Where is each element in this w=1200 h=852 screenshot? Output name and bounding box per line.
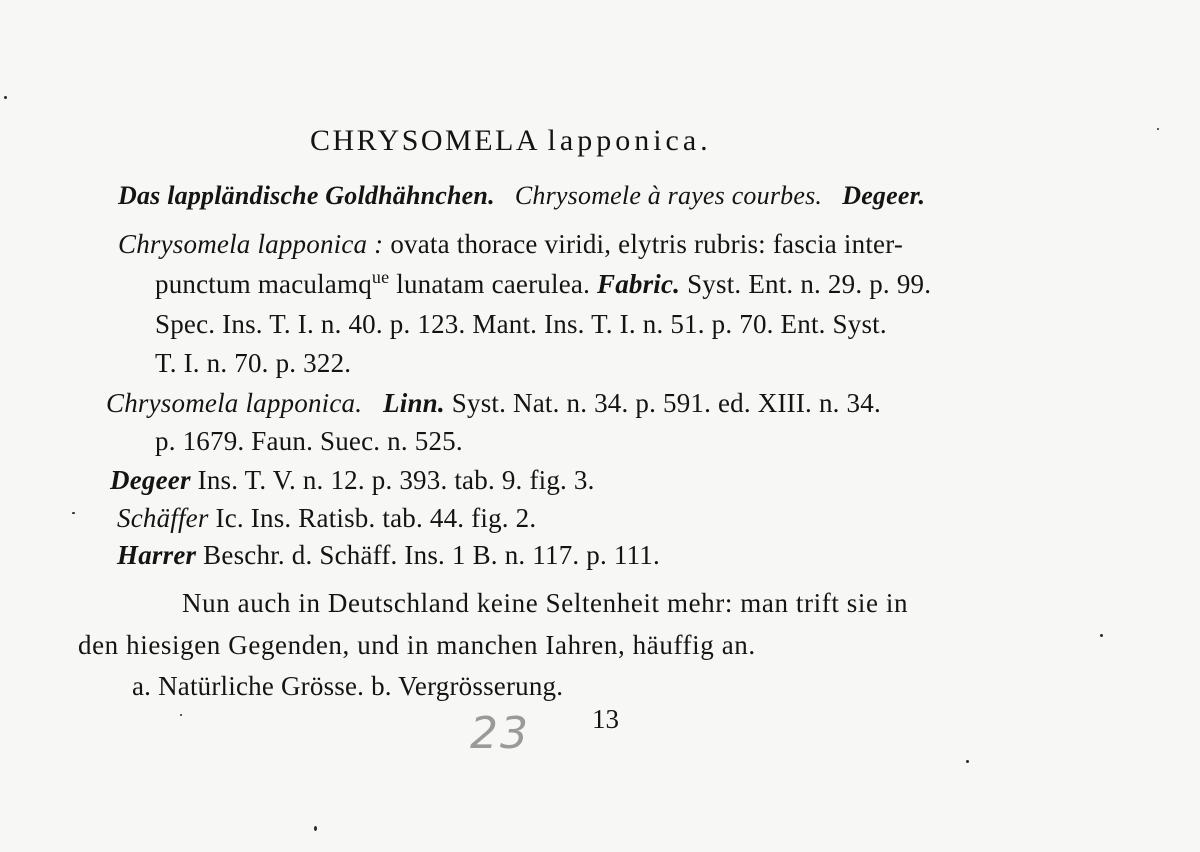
fabricius-text: lunatam caerulea. [389,269,591,299]
fabricius-reference: T. I. n. 70. p. 322. [155,348,352,378]
paper-speck [72,512,75,514]
fabricius-line-2 [155,268,931,298]
paper-speck [1100,634,1103,637]
genus-name: CHRYSOMELA [310,124,541,157]
linnaeus-line-1 [106,390,881,417]
paper-speck [966,760,969,763]
schaeffer-author: Schäffer [117,503,209,533]
figure-caption [132,673,563,700]
fabricius-description: ovata thorace viridi, elytris rubris: fascia inter- [390,229,904,259]
remark-text: Nun auch in Deutschland keine Seltenheit mehr: man trift sie in [182,588,909,618]
degeer-line [110,467,595,494]
fabricius-reference: Syst. Ent. n. 29. p. 99. [687,269,932,299]
degeer-author: Degeer [110,465,191,495]
fabricius-lead: Chrysomela lapponica : [118,229,384,259]
linnaeus-reference: p. 1679. Faun. Suec. n. 525. [155,426,463,456]
species-heading [310,126,712,156]
fabricius-author: Fabric. [596,269,681,299]
page-number: 13 [592,704,619,734]
remark-text: den hiesigen Gegenden, und in manchen Iahren, häuffig an. [78,630,756,660]
remark-line-1 [182,590,908,617]
remark-line-2 [78,632,756,659]
fabricius-line-1 [118,231,903,258]
figure-caption-text: a. Natürliche Grösse. b. Vergrösserung. [132,671,564,701]
schaeffer-reference: Ic. Ins. Ratisb. tab. 44. fig. 2. [215,503,537,533]
vernacular-names-line [118,183,925,209]
harrer-line [117,542,660,569]
species-name: lapponica. [547,124,712,157]
fabricius-text: punctum maculamq [155,269,372,299]
vernacular-author: Degeer. [842,181,926,210]
linnaeus-line-2 [155,428,463,455]
superscript-abbrev: ue [371,267,390,287]
schaeffer-line [117,505,536,532]
fabricius-line-3 [155,311,887,338]
french-name: Chrysomele à rayes courbes. [514,181,823,210]
paper-speck [4,96,7,99]
paper-speck [314,826,317,831]
linnaeus-author: Linn. [383,388,445,418]
harrer-reference: Beschr. d. Schäff. Ins. 1 B. n. 117. p. 111. [203,540,660,570]
paper-speck [180,714,182,716]
degeer-reference: Ins. T. V. n. 12. p. 393. tab. 9. fig. 3. [197,465,595,495]
fabricius-reference: Spec. Ins. T. I. n. 40. p. 123. Mant. Ins. T. I. n. 51. p. 70. Ent. Syst. [155,309,887,339]
linnaeus-lead: Chrysomela lapponica. [106,388,363,418]
fabricius-line-4 [155,350,351,377]
paper-speck [1157,128,1159,130]
handwritten-number: 23 [470,708,530,759]
german-name: Das lappländische Goldhähnchen. [118,181,495,210]
harrer-author: Harrer [117,540,197,570]
linnaeus-reference: Syst. Nat. n. 34. p. 591. ed. XIII. n. 34. [451,388,881,418]
